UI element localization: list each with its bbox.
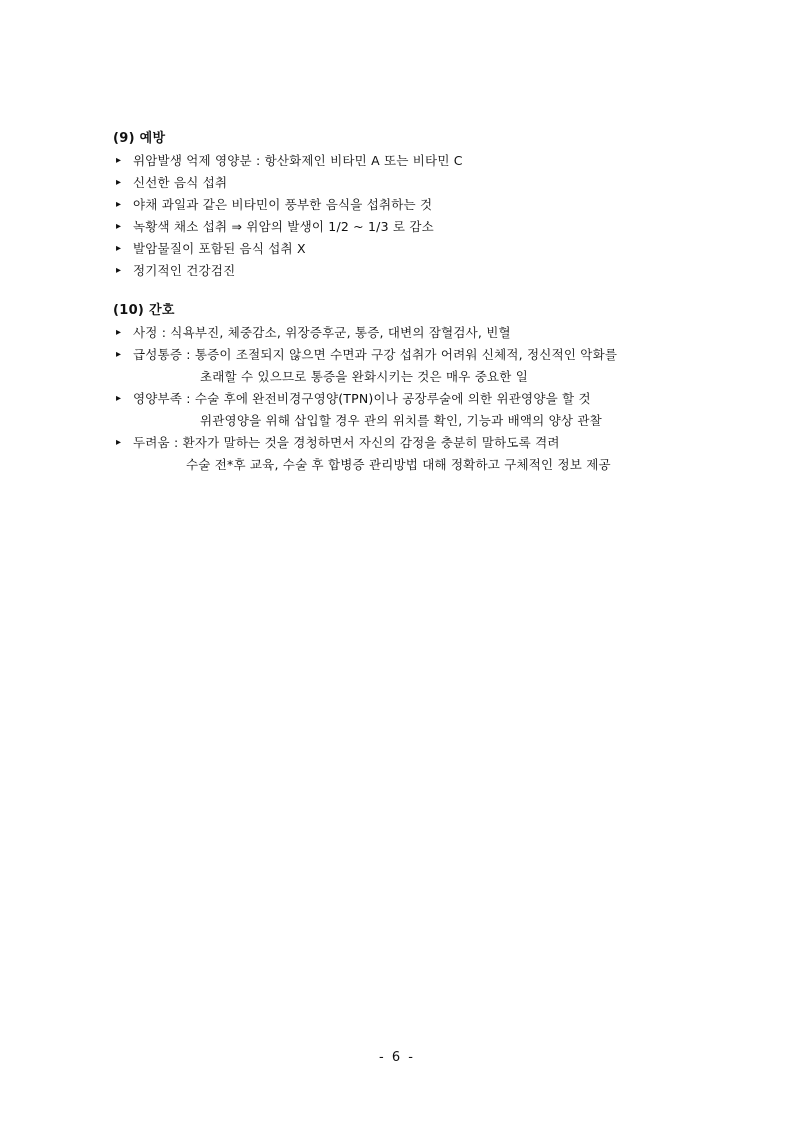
list-item: ▸ 위암발생 억제 영양분 : 항산화제인 비타민 A 또는 비타민 C: [113, 150, 713, 172]
list-item-fear: ▸ 두려움 : 환자가 말하는 것을 경청하면서 자신의 감정을 충분히 말하도록 격려: [113, 432, 713, 454]
triangle-bullet-icon: ▸: [116, 155, 122, 166]
triangle-bullet-icon: ▸: [116, 243, 122, 254]
list-item: ▸ 정기적인 건강검진: [113, 260, 713, 282]
list-item-continuation: 위관영양을 위해 삽입할 경우 관의 위치를 확인, 기능과 배액의 양상 관찰: [200, 413, 602, 428]
list-item-assessment: ▸ 사정 : 식욕부진, 체중감소, 위장증후군, 통증, 대변의 잠혈검사, 빈혈: [113, 322, 713, 344]
triangle-bullet-icon: ▸: [116, 327, 122, 338]
section-heading-prevention: (9) 예방: [113, 131, 166, 146]
list-item: ▸ 발암물질이 포함된 음식 섭취 X: [113, 238, 713, 260]
triangle-bullet-icon: ▸: [116, 437, 122, 448]
list-item: ▸ 신선한 음식 섭취: [113, 172, 713, 194]
triangle-bullet-icon: ▸: [116, 199, 122, 210]
list-item-nutrition: ▸ 영양부족 : 수술 후에 완전비경구영양(TPN)이나 공장루술에 의한 위관영양을 할 것: [113, 388, 713, 410]
page-number: - 6 -: [379, 1050, 415, 1065]
triangle-bullet-icon: ▸: [116, 221, 122, 232]
triangle-bullet-icon: ▸: [116, 349, 122, 360]
section-prevention: [113, 128, 713, 282]
section-nursing: [113, 300, 713, 476]
section-heading-nursing: (10) 간호: [113, 303, 175, 318]
list-item: ▸ 야채 과일과 같은 비타민이 풍부한 음식을 섭취하는 것: [113, 194, 713, 216]
triangle-bullet-icon: ▸: [116, 177, 122, 188]
triangle-bullet-icon: ▸: [116, 265, 122, 276]
list-item: ▸ 녹황색 채소 섭취 ⇒ 위암의 발생이 1/2 ~ 1/3 로 감소: [113, 216, 713, 238]
triangle-bullet-icon: ▸: [116, 393, 122, 404]
list-item-continuation: 수술 전*후 교육, 수술 후 합병증 관리방법 대해 정확하고 구체적인 정보 제공: [186, 457, 611, 472]
list-item-acute-pain: ▸ 급성통증 : 통증이 조절되지 않으면 수면과 구강 섭취가 어려워 신체적, 정신적인 악화를: [113, 344, 713, 366]
list-item-continuation: 초래할 수 있으므로 통증을 완화시키는 것은 매우 중요한 일: [200, 369, 528, 384]
